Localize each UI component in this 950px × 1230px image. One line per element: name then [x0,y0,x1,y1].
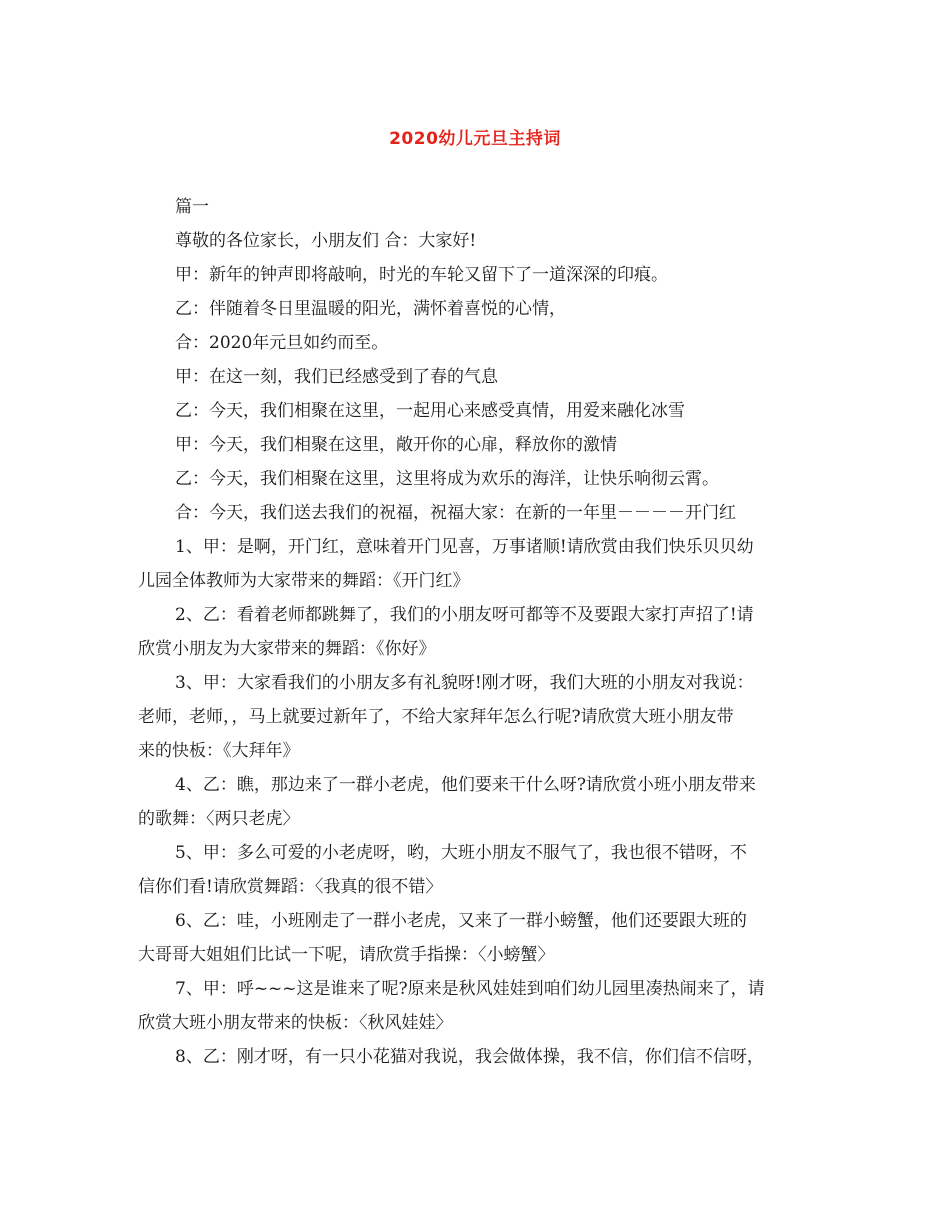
paragraph-line: 合：今天，我们送去我们的祝福，祝福大家：在新的一年里－－－－开门红 [175,503,736,523]
paragraph-line: 的歌舞：〈两只老虎〉 [138,809,300,829]
paragraph-line: 来的快板：《大拜年》 [138,741,300,761]
paragraph-line: 信你们看!请欣赏舞蹈：〈我真的很不错〉 [138,877,443,897]
paragraph-line: 3、甲：大家看我们的小朋友多有礼貌呀!刚才呀，我们大班的小朋友对我说： [175,673,754,693]
paragraph-line: 2、乙：看着老师都跳舞了，我们的小朋友呀可都等不及要跟大家打声招了!请 [175,605,754,625]
paragraph-line: 乙：今天，我们相聚在这里，这里将成为欢乐的海洋，让快乐响彻云霄。 [175,469,719,489]
paragraph-line: 儿园全体教师为大家带来的舞蹈：《开门红》 [138,571,470,591]
paragraph-line: 6、乙：哇，小班刚走了一群小老虎，又来了一群小螃蟹，他们还要跟大班的 [175,911,747,931]
paragraph-line: 欣赏大班小朋友带来的快板：〈秋风娃娃〉 [138,1013,453,1033]
paragraph-line: 5、甲：多么可爱的小老虎呀，哟，大班小朋友不服气了，我也很不错呀，不 [175,843,747,863]
paragraph-line: 大哥哥大姐姐们比试一下呢，请欣赏手指操：〈小螃蟹〉 [138,945,555,965]
paragraph-line: 篇一 [175,197,209,217]
paragraph-line: 乙：今天，我们相聚在这里，一起用心来感受真情，用爱来融化冰雪 [175,401,685,421]
paragraph-line: 合：2020年元旦如约而至。 [175,333,389,353]
paragraph-line: 尊敬的各位家长，小朋友们 合：大家好! [175,231,477,251]
paragraph-line: 8、乙：刚才呀，有一只小花猫对我说，我会做体操，我不信，你们信不信呀， [175,1047,764,1067]
paragraph-line: 1、甲：是啊，开门红，意味着开门见喜，万事诸顺!请欣赏由我们快乐贝贝幼 [175,537,754,557]
paragraph-line: 甲：今天，我们相聚在这里，敞开你的心扉，释放你的激情 [175,435,617,455]
paragraph-line: 甲：新年的钟声即将敲响，时光的车轮又留下了一道深深的印痕。 [175,265,668,285]
paragraph-line: 欣赏小朋友为大家带来的舞蹈：《你好》 [138,639,436,659]
paragraph-line: 老师，老师，，马上就要过新年了，不给大家拜年怎么行呢?请欣赏大班小朋友带 [138,707,734,727]
paragraph-line: 甲：在这一刻，我们已经感受到了春的气息 [175,367,498,387]
paragraph-line: 4、乙：瞧，那边来了一群小老虎，他们要来干什么呀?请欣赏小班小朋友带来 [175,775,756,795]
paragraph-line: 乙：伴随着冬日里温暖的阳光，满怀着喜悦的心情， [175,299,566,319]
paragraph-line: 7、甲：呼~~~这是谁来了呢?原来是秋风娃娃到咱们幼儿园里凑热闹来了，请 [175,979,765,999]
document-title: 2020幼儿元旦主持词 [389,129,561,149]
document-body [138,190,826,1074]
